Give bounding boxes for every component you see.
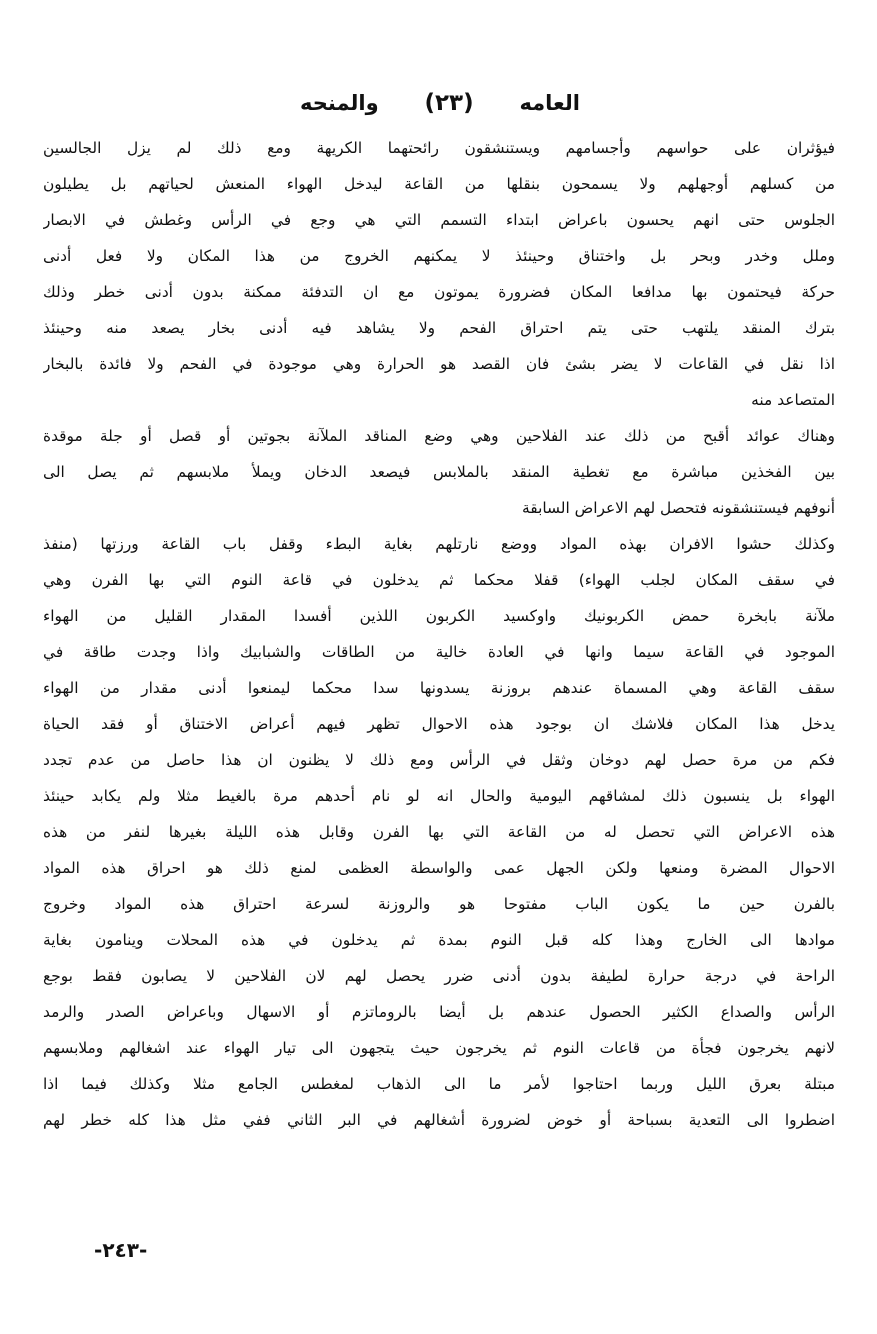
text-line: الرأس والصداع الكثير الحصول عندهم بل أيضا بالروماتزم أو الاسهال وباعراض الصدر والرمد <box>43 1003 835 1021</box>
text-line: الراحة في درجة حرارة لطيفة بدون أدنى ضرر يحصل لهم لان الفلاحين لا يصابون فقط بوجع <box>43 967 835 985</box>
text-line: أنوفهم فيستنشقونه فتحصل لهم الاعراض السابقة <box>522 499 835 517</box>
text-line: حركة فيحتمون بها مدافعا المكان فضرورة يموتون مع ان التدفئة ممكنة بدون أدنى خطر وذلك <box>43 283 835 301</box>
text-line: يدخل هذا المكان فلاشك ان بوجود هذه الاحوال تظهر فيهم أعراض الاختناق أو فقد الحياة <box>43 715 835 733</box>
header-left-word: العامه <box>519 91 580 115</box>
text-line: المتصاعد منه <box>751 391 835 409</box>
header-right-word: والمنحه <box>300 91 379 115</box>
text-line: ملآنة بابخرة حمض الكربونيك واوكسيد الكربون اللذين أفسدا المقدار القليل من الهواء <box>43 607 835 625</box>
text-line: فيؤثران على حواسهم وأجسامهم ويستنشقون رائحتهما الكريهة ومع ذلك لم يزل الجالسين <box>43 139 835 157</box>
header-page-number: (٢٣) <box>424 90 474 116</box>
text-line: في سقف المكان لجلب الهواء) قفلا محكما ثم يدخلون في قاعة النوم التي بها الفرن وهي <box>43 571 835 589</box>
text-line: وهناك عوائد أقبح من ذلك عند الفلاحين وهي وضع المناقد الملآنة بجوتين أو قصل أو جلة موقدة <box>43 427 835 445</box>
text-line: الهواء بل ينسبون ذلك لمشاقهم اليومية والحال انه لو نام أحدهم مرة بالغيط مثلا ولم يكابد حينئذ <box>43 787 835 805</box>
text-line: سقف القاعة وهي المسماة عندهم بروزنة يسدونها سدا محكما ليمنعوا أدنى مقدار من الهواء <box>43 679 835 697</box>
text-line: فكم من مرة حصل لهم دوخان وثقل في الرأس ومع ذلك لا يظنون ان هذا حاصل من عدم تجدد <box>43 751 835 769</box>
body-text <box>43 130 835 1138</box>
text-line: اضطروا الى التعدية بسباحة أو خوض لضرورة أشغالهم في البر الثاني ففي مثل هذا كله خطر لهم <box>43 1111 835 1129</box>
text-line: الجلوس حتى انهم يحسون باعراض ابتداء التسمم التي هي وجع في الرأس وغطش في الابصار <box>43 211 835 229</box>
text-line: وكذلك حشوا الافران بهذه المواد ووضع نارتلهم بغاية البطء وقفل باب القاعة ورزتها (منفذ <box>43 535 835 553</box>
text-line: الموجود في القاعة سيما وانها في العادة خالية من الطاقات والشبابيك واذا وجدت طاقة في <box>43 643 835 661</box>
footer-page-marker: -٢٤٣- <box>94 1238 148 1262</box>
text-line: الاحوال المضرة ومنعها ولكن الجهل عمى والواسطة العظمى لمنع ذلك هو احراق هذه المواد <box>43 859 835 877</box>
text-line: وملل وخدر وبحر بل واختناق وحينئذ لا يمكنهم الخروج من هذا المكان ولا فعل أدنى <box>43 247 835 265</box>
text-line: بالفرن حين ما يكون الباب مفتوحا هو والروزنة لسرعة احتراق هذه المواد وخروج <box>43 895 835 913</box>
running-header <box>300 86 580 120</box>
text-line: مبتلة بعرق الليل وربما احتاجوا لأمر ما الى الذهاب لمغطس الجامع مثلا وكذلك فيما اذا <box>43 1075 835 1093</box>
text-line: موادها الى الخارج وهذا كله قبل النوم بمدة ثم يدخلون في هذه المحلات وينامون بغاية <box>43 931 835 949</box>
text-line: بترك المنقد يلتهب حتى يتم احتراق الفحم ولا يشاهد فيه أدنى بخار يصعد منه وحينئذ <box>43 319 835 337</box>
text-line: من كسلهم أوجهلهم ولا يسمحون بنقلها من القاعة ليدخل الهواء المنعش لحياتهم بل يطيلون <box>43 175 835 193</box>
text-line: بين الفخذين مباشرة مع تغطية المنقد بالملابس فيصعد الدخان ويملأ ملابسهم ثم يصل الى <box>43 463 835 481</box>
text-line: هذه الاعراض التي تحصل له من القاعة التي بها الفرن وقابل هذه الليلة بغيرها لنفر من هذه <box>43 823 835 841</box>
text-line: لانهم يخرجون فجأة من قاعات النوم ثم يخرجون حيث يتجهون الى تيار الهواء عند اشغالهم وملابسهم <box>43 1039 835 1057</box>
text-line: اذا نقل في القاعات لا يضر بشئ فان القصد هو الحرارة وهي موجودة في الفحم ولا فائدة بالبخار <box>43 355 835 373</box>
